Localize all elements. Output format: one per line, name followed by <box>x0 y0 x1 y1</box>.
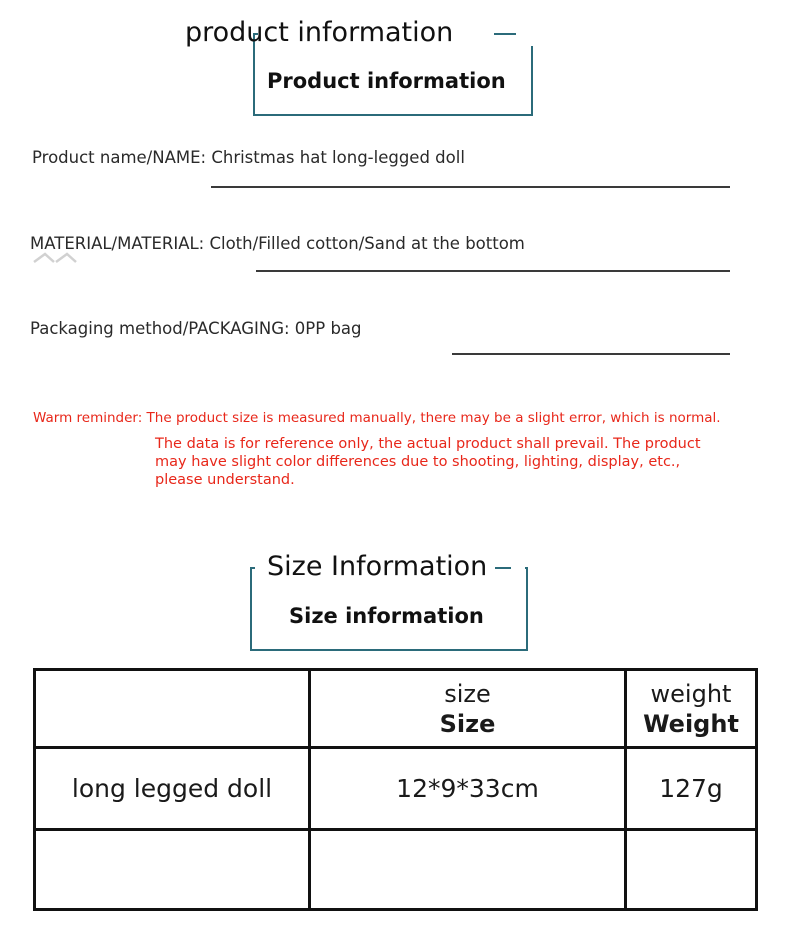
material-rule <box>256 270 730 272</box>
size-information-box-label: Size information <box>289 604 484 628</box>
header-weight-en: Weight <box>643 709 739 738</box>
product-information-box-label: Product information <box>267 69 506 93</box>
row-0-name: long legged doll <box>35 748 310 830</box>
table-row <box>35 748 757 830</box>
row-1-size <box>310 830 626 910</box>
header-size-cn: size <box>444 679 491 708</box>
row-0-weight: 127g <box>626 748 757 830</box>
header-cell-size <box>310 670 626 748</box>
decorative-mark-icon <box>32 252 78 264</box>
title-mask-right <box>516 26 538 46</box>
header-size-en: Size <box>439 709 496 738</box>
warm-reminder-line: Warm reminder: The product size is measured manually, there may be a slight error, which is normal. <box>33 410 721 426</box>
size-information-outer-title: Size Information <box>267 551 488 582</box>
packaging-rule <box>452 353 730 355</box>
product-information-header <box>0 0 790 130</box>
product-name-label: Product name/NAME: Christmas hat long-legged doll <box>32 148 465 167</box>
header-cell-weight <box>626 670 757 748</box>
size-title-mask-right <box>511 560 525 580</box>
material-label: MATERIAL/MATERIAL: Cloth/Filled cotton/Sand at the bottom <box>30 234 525 253</box>
size-table <box>33 668 758 911</box>
table-row-header <box>35 670 757 748</box>
header-cell-name <box>35 670 310 748</box>
table-row <box>35 830 757 910</box>
product-information-outer-title: product information <box>185 17 454 48</box>
product-name-rule <box>211 186 730 188</box>
row-0-size: 12*9*33cm <box>310 748 626 830</box>
row-1-weight <box>626 830 757 910</box>
row-1-name <box>35 830 310 910</box>
warm-reminder-paragraph: The data is for reference only, the actual product shall prevail. The product may have slight color differences due to shooting, lighting, display, etc., please understand. <box>155 436 701 488</box>
header-weight-cn: weight <box>650 679 732 708</box>
packaging-label: Packaging method/PACKAGING: 0PP bag <box>30 319 362 338</box>
